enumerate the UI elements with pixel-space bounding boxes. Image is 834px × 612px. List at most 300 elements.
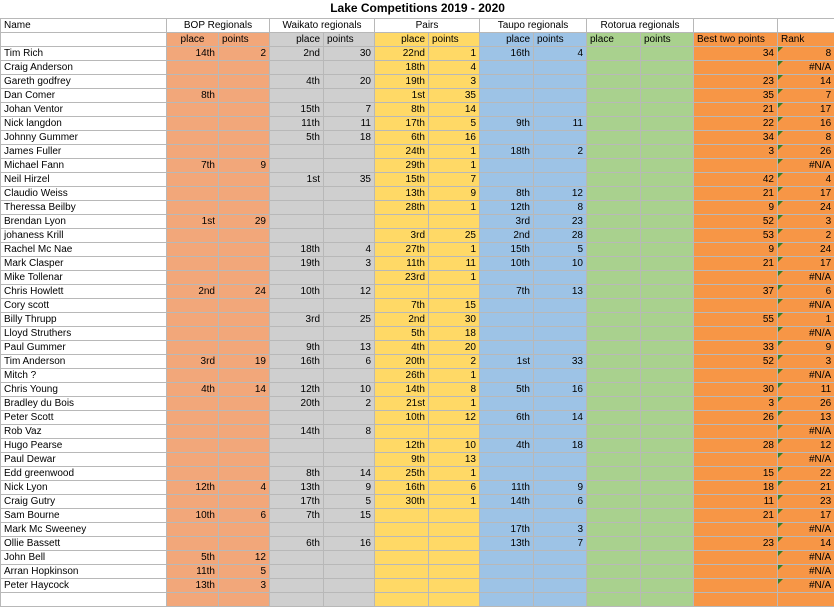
cell-taupo-points[interactable] <box>534 74 587 88</box>
cell-pairs-points[interactable]: 35 <box>429 88 480 102</box>
subheader-rotorua-place[interactable]: place <box>587 32 641 46</box>
cell-pairs-points[interactable]: 1 <box>429 242 480 256</box>
cell-bop-place[interactable] <box>167 256 219 270</box>
cell-pairs-points[interactable]: 14 <box>429 102 480 116</box>
cell-taupo-points[interactable]: 6 <box>534 494 587 508</box>
cell-rotorua-place[interactable] <box>587 578 641 592</box>
cell-taupo-place[interactable] <box>480 74 534 88</box>
cell-waikato-place[interactable] <box>270 186 324 200</box>
cell-waikato-place[interactable] <box>270 452 324 466</box>
cell-name[interactable]: Hugo Pearse <box>1 438 167 452</box>
cell-name[interactable]: Lloyd Struthers <box>1 326 167 340</box>
cell-bop-points[interactable] <box>219 494 270 508</box>
cell-rank[interactable]: 6 <box>778 284 834 298</box>
cell-taupo-place[interactable] <box>480 326 534 340</box>
cell-pairs-place[interactable]: 7th <box>375 298 429 312</box>
cell-pairs-points[interactable]: 12 <box>429 410 480 424</box>
subheader-bop-points[interactable]: points <box>219 32 270 46</box>
cell-rotorua-place[interactable] <box>587 116 641 130</box>
cell-pairs-place[interactable]: 30th <box>375 494 429 508</box>
cell-rank[interactable]: 22 <box>778 466 834 480</box>
cell-rotorua-points[interactable] <box>641 130 694 144</box>
cell-waikato-place[interactable] <box>270 410 324 424</box>
cell-pairs-points[interactable] <box>429 508 480 522</box>
cell-pairs-place[interactable]: 13th <box>375 186 429 200</box>
cell-rotorua-points[interactable] <box>641 466 694 480</box>
cell-rank[interactable]: 7 <box>778 88 834 102</box>
cell-taupo-points[interactable] <box>534 368 587 382</box>
cell-name[interactable]: Brendan Lyon <box>1 214 167 228</box>
cell-bop-points[interactable] <box>219 186 270 200</box>
cell-rotorua-place[interactable] <box>587 172 641 186</box>
cell-rank[interactable]: 26 <box>778 396 834 410</box>
cell-rotorua-points[interactable] <box>641 214 694 228</box>
cell-best-two-points[interactable]: 35 <box>694 88 778 102</box>
subheader-best-two-points[interactable]: Best two points <box>694 32 778 46</box>
cell-waikato-place[interactable] <box>270 214 324 228</box>
cell-waikato-points[interactable] <box>324 438 375 452</box>
cell-rank[interactable]: 11 <box>778 382 834 396</box>
cell-best-two-points[interactable]: 15 <box>694 466 778 480</box>
cell-rotorua-place[interactable] <box>587 536 641 550</box>
cell-rotorua-points[interactable] <box>641 522 694 536</box>
cell-taupo-place[interactable] <box>480 102 534 116</box>
cell-bop-points[interactable] <box>219 522 270 536</box>
cell-waikato-points[interactable] <box>324 88 375 102</box>
cell-rank[interactable]: 3 <box>778 214 834 228</box>
cell-taupo-points[interactable]: 18 <box>534 438 587 452</box>
cell-pairs-place[interactable] <box>375 564 429 578</box>
cell-bop-points[interactable]: 12 <box>219 550 270 564</box>
cell-waikato-place[interactable]: 3rd <box>270 312 324 326</box>
cell-rotorua-points[interactable] <box>641 480 694 494</box>
cell-pairs-points[interactable]: 7 <box>429 172 480 186</box>
cell-bop-place[interactable] <box>167 130 219 144</box>
cell-waikato-points[interactable]: 3 <box>324 256 375 270</box>
cell-rotorua-points[interactable] <box>641 46 694 60</box>
cell-taupo-points[interactable]: 23 <box>534 214 587 228</box>
cell-rank[interactable]: 23 <box>778 494 834 508</box>
cell-bop-place[interactable]: 1st <box>167 214 219 228</box>
header-waikato-regionals[interactable]: Waikato regionals <box>270 18 375 32</box>
cell-pairs-points[interactable] <box>429 578 480 592</box>
cell-name[interactable]: Cory scott <box>1 298 167 312</box>
cell-bop-place[interactable] <box>167 368 219 382</box>
header-blank-best[interactable] <box>694 18 778 32</box>
cell-bop-points[interactable] <box>219 592 270 606</box>
cell-waikato-place[interactable]: 14th <box>270 424 324 438</box>
cell-best-two-points[interactable]: 21 <box>694 186 778 200</box>
cell-waikato-points[interactable] <box>324 186 375 200</box>
cell-bop-points[interactable] <box>219 410 270 424</box>
cell-taupo-points[interactable] <box>534 424 587 438</box>
cell-taupo-place[interactable] <box>480 130 534 144</box>
cell-best-two-points[interactable]: 11 <box>694 494 778 508</box>
cell-bop-points[interactable] <box>219 60 270 74</box>
cell-taupo-place[interactable]: 15th <box>480 242 534 256</box>
cell-waikato-points[interactable]: 9 <box>324 480 375 494</box>
cell-taupo-place[interactable]: 10th <box>480 256 534 270</box>
cell-rotorua-points[interactable] <box>641 564 694 578</box>
cell-bop-place[interactable] <box>167 396 219 410</box>
cell-rank[interactable]: 13 <box>778 410 834 424</box>
cell-bop-place[interactable] <box>167 116 219 130</box>
cell-pairs-place[interactable]: 24th <box>375 144 429 158</box>
cell-best-two-points[interactable]: 52 <box>694 214 778 228</box>
cell-waikato-points[interactable] <box>324 228 375 242</box>
cell-waikato-place[interactable] <box>270 522 324 536</box>
cell-name[interactable]: Chris Young <box>1 382 167 396</box>
cell-pairs-points[interactable] <box>429 564 480 578</box>
cell-best-two-points[interactable]: 26 <box>694 410 778 424</box>
cell-bop-place[interactable]: 2nd <box>167 284 219 298</box>
cell-waikato-points[interactable]: 2 <box>324 396 375 410</box>
subheader-bop-place[interactable]: place <box>167 32 219 46</box>
subheader-pairs-points[interactable]: points <box>429 32 480 46</box>
cell-taupo-points[interactable]: 2 <box>534 144 587 158</box>
cell-rotorua-place[interactable] <box>587 312 641 326</box>
cell-waikato-place[interactable] <box>270 298 324 312</box>
header-taupo-regionals[interactable]: Taupo regionals <box>480 18 587 32</box>
cell-rotorua-place[interactable] <box>587 200 641 214</box>
cell-taupo-points[interactable]: 8 <box>534 200 587 214</box>
cell-taupo-points[interactable] <box>534 172 587 186</box>
cell-taupo-place[interactable] <box>480 312 534 326</box>
cell-bop-place[interactable] <box>167 298 219 312</box>
cell-waikato-place[interactable] <box>270 550 324 564</box>
cell-pairs-place[interactable]: 10th <box>375 410 429 424</box>
cell-rank[interactable]: 14 <box>778 74 834 88</box>
cell-waikato-place[interactable]: 9th <box>270 340 324 354</box>
cell-rank[interactable]: #N/A <box>778 298 834 312</box>
cell-rotorua-points[interactable] <box>641 270 694 284</box>
cell-best-two-points[interactable]: 52 <box>694 354 778 368</box>
cell-bop-place[interactable] <box>167 438 219 452</box>
cell-bop-points[interactable] <box>219 466 270 480</box>
cell-taupo-points[interactable]: 7 <box>534 536 587 550</box>
cell-rank[interactable]: 8 <box>778 130 834 144</box>
cell-pairs-points[interactable] <box>429 424 480 438</box>
cell-taupo-points[interactable]: 4 <box>534 46 587 60</box>
cell-waikato-points[interactable] <box>324 550 375 564</box>
cell-pairs-place[interactable] <box>375 592 429 606</box>
cell-waikato-points[interactable] <box>324 564 375 578</box>
cell-taupo-place[interactable]: 6th <box>480 410 534 424</box>
cell-waikato-points[interactable] <box>324 214 375 228</box>
subheader-taupo-place[interactable]: place <box>480 32 534 46</box>
cell-rotorua-place[interactable] <box>587 228 641 242</box>
cell-name[interactable]: Paul Dewar <box>1 452 167 466</box>
cell-bop-points[interactable] <box>219 312 270 326</box>
cell-rank[interactable]: 24 <box>778 242 834 256</box>
cell-waikato-points[interactable]: 13 <box>324 340 375 354</box>
cell-rotorua-place[interactable] <box>587 382 641 396</box>
cell-pairs-place[interactable]: 15th <box>375 172 429 186</box>
cell-bop-points[interactable]: 24 <box>219 284 270 298</box>
cell-rotorua-place[interactable] <box>587 466 641 480</box>
cell-bop-place[interactable] <box>167 312 219 326</box>
cell-pairs-place[interactable]: 27th <box>375 242 429 256</box>
cell-pairs-place[interactable] <box>375 522 429 536</box>
cell-waikato-place[interactable] <box>270 88 324 102</box>
cell-pairs-points[interactable] <box>429 284 480 298</box>
cell-taupo-points[interactable]: 13 <box>534 284 587 298</box>
cell-taupo-place[interactable] <box>480 298 534 312</box>
cell-rank[interactable]: #N/A <box>778 522 834 536</box>
cell-name[interactable]: Rachel Mc Nae <box>1 242 167 256</box>
cell-rotorua-points[interactable] <box>641 144 694 158</box>
cell-rank[interactable]: #N/A <box>778 564 834 578</box>
cell-name[interactable]: Craig Gutry <box>1 494 167 508</box>
header-pairs[interactable]: Pairs <box>375 18 480 32</box>
header-name[interactable]: Name <box>1 18 167 32</box>
cell-waikato-points[interactable]: 14 <box>324 466 375 480</box>
cell-best-two-points[interactable]: 37 <box>694 284 778 298</box>
cell-rotorua-points[interactable] <box>641 116 694 130</box>
cell-name[interactable]: Tim Rich <box>1 46 167 60</box>
cell-pairs-points[interactable] <box>429 536 480 550</box>
cell-bop-place[interactable]: 3rd <box>167 354 219 368</box>
cell-bop-place[interactable] <box>167 242 219 256</box>
cell-rotorua-points[interactable] <box>641 298 694 312</box>
cell-rotorua-points[interactable] <box>641 382 694 396</box>
cell-bop-place[interactable]: 8th <box>167 88 219 102</box>
cell-waikato-points[interactable] <box>324 144 375 158</box>
cell-waikato-points[interactable]: 15 <box>324 508 375 522</box>
cell-pairs-points[interactable]: 5 <box>429 116 480 130</box>
cell-waikato-points[interactable]: 11 <box>324 116 375 130</box>
cell-bop-place[interactable] <box>167 522 219 536</box>
cell-taupo-points[interactable] <box>534 592 587 606</box>
cell-rotorua-points[interactable] <box>641 550 694 564</box>
cell-bop-points[interactable] <box>219 242 270 256</box>
cell-rotorua-place[interactable] <box>587 144 641 158</box>
cell-taupo-points[interactable]: 33 <box>534 354 587 368</box>
cell-taupo-points[interactable]: 3 <box>534 522 587 536</box>
cell-rank[interactable]: 12 <box>778 438 834 452</box>
cell-waikato-points[interactable]: 20 <box>324 74 375 88</box>
subheader-rank[interactable]: Rank <box>778 32 834 46</box>
cell-taupo-place[interactable] <box>480 158 534 172</box>
cell-bop-points[interactable] <box>219 130 270 144</box>
cell-taupo-place[interactable] <box>480 508 534 522</box>
cell-rotorua-place[interactable] <box>587 592 641 606</box>
cell-taupo-place[interactable] <box>480 452 534 466</box>
cell-waikato-place[interactable]: 2nd <box>270 46 324 60</box>
cell-bop-place[interactable] <box>167 74 219 88</box>
cell-pairs-points[interactable]: 4 <box>429 60 480 74</box>
cell-waikato-points[interactable] <box>324 270 375 284</box>
cell-taupo-place[interactable] <box>480 592 534 606</box>
cell-bop-place[interactable] <box>167 410 219 424</box>
cell-rotorua-points[interactable] <box>641 354 694 368</box>
cell-name[interactable]: Peter Scott <box>1 410 167 424</box>
cell-pairs-points[interactable]: 6 <box>429 480 480 494</box>
cell-bop-points[interactable] <box>219 200 270 214</box>
cell-pairs-place[interactable]: 29th <box>375 158 429 172</box>
cell-best-two-points[interactable]: 9 <box>694 242 778 256</box>
cell-taupo-points[interactable] <box>534 508 587 522</box>
cell-bop-points[interactable]: 19 <box>219 354 270 368</box>
cell-pairs-points[interactable]: 1 <box>429 368 480 382</box>
cell-rank[interactable]: #N/A <box>778 550 834 564</box>
subheader-blank[interactable] <box>1 32 167 46</box>
cell-pairs-points[interactable]: 11 <box>429 256 480 270</box>
cell-bop-place[interactable] <box>167 186 219 200</box>
cell-rotorua-points[interactable] <box>641 438 694 452</box>
cell-pairs-place[interactable]: 19th <box>375 74 429 88</box>
cell-best-two-points[interactable]: 22 <box>694 116 778 130</box>
sheet-title[interactable]: Lake Competitions 2019 - 2020 <box>330 1 505 16</box>
cell-waikato-place[interactable]: 12th <box>270 382 324 396</box>
cell-rank[interactable]: #N/A <box>778 158 834 172</box>
cell-rotorua-points[interactable] <box>641 256 694 270</box>
cell-waikato-points[interactable] <box>324 410 375 424</box>
cell-taupo-points[interactable] <box>534 270 587 284</box>
cell-rotorua-place[interactable] <box>587 46 641 60</box>
cell-waikato-points[interactable]: 35 <box>324 172 375 186</box>
cell-best-two-points[interactable] <box>694 564 778 578</box>
cell-rotorua-place[interactable] <box>587 214 641 228</box>
cell-pairs-place[interactable] <box>375 284 429 298</box>
cell-waikato-place[interactable]: 18th <box>270 242 324 256</box>
cell-bop-place[interactable]: 7th <box>167 158 219 172</box>
cell-pairs-place[interactable]: 3rd <box>375 228 429 242</box>
cell-bop-points[interactable]: 3 <box>219 578 270 592</box>
cell-waikato-points[interactable]: 5 <box>324 494 375 508</box>
cell-waikato-points[interactable]: 6 <box>324 354 375 368</box>
cell-pairs-points[interactable]: 1 <box>429 466 480 480</box>
cell-name[interactable]: Johan Ventor <box>1 102 167 116</box>
cell-rotorua-points[interactable] <box>641 158 694 172</box>
cell-best-two-points[interactable] <box>694 326 778 340</box>
subheader-waikato-place[interactable]: place <box>270 32 324 46</box>
cell-best-two-points[interactable]: 3 <box>694 396 778 410</box>
cell-rank[interactable]: 17 <box>778 256 834 270</box>
cell-pairs-points[interactable]: 1 <box>429 270 480 284</box>
cell-taupo-points[interactable]: 12 <box>534 186 587 200</box>
cell-bop-points[interactable] <box>219 256 270 270</box>
cell-bop-points[interactable] <box>219 452 270 466</box>
cell-taupo-place[interactable]: 1st <box>480 354 534 368</box>
cell-taupo-points[interactable] <box>534 158 587 172</box>
cell-pairs-place[interactable] <box>375 550 429 564</box>
cell-pairs-points[interactable]: 1 <box>429 46 480 60</box>
cell-waikato-place[interactable] <box>270 564 324 578</box>
cell-waikato-place[interactable]: 7th <box>270 508 324 522</box>
cell-rotorua-points[interactable] <box>641 242 694 256</box>
cell-bop-place[interactable] <box>167 228 219 242</box>
cell-best-two-points[interactable]: 33 <box>694 340 778 354</box>
cell-pairs-points[interactable]: 13 <box>429 452 480 466</box>
cell-bop-place[interactable]: 12th <box>167 480 219 494</box>
cell-pairs-place[interactable] <box>375 424 429 438</box>
cell-rank[interactable]: 9 <box>778 340 834 354</box>
cell-waikato-place[interactable]: 1st <box>270 172 324 186</box>
cell-best-two-points[interactable]: 21 <box>694 102 778 116</box>
cell-taupo-points[interactable] <box>534 298 587 312</box>
cell-pairs-place[interactable]: 6th <box>375 130 429 144</box>
cell-waikato-place[interactable] <box>270 200 324 214</box>
cell-waikato-points[interactable]: 16 <box>324 536 375 550</box>
cell-taupo-points[interactable]: 16 <box>534 382 587 396</box>
cell-bop-points[interactable]: 4 <box>219 480 270 494</box>
cell-taupo-place[interactable]: 4th <box>480 438 534 452</box>
cell-name[interactable]: Billy Thrupp <box>1 312 167 326</box>
cell-waikato-place[interactable]: 5th <box>270 130 324 144</box>
cell-waikato-place[interactable]: 10th <box>270 284 324 298</box>
cell-rank[interactable]: 1 <box>778 312 834 326</box>
cell-bop-place[interactable] <box>167 172 219 186</box>
cell-taupo-points[interactable] <box>534 312 587 326</box>
cell-bop-points[interactable] <box>219 326 270 340</box>
cell-pairs-place[interactable]: 26th <box>375 368 429 382</box>
cell-bop-place[interactable] <box>167 592 219 606</box>
cell-taupo-place[interactable]: 14th <box>480 494 534 508</box>
cell-best-two-points[interactable]: 21 <box>694 508 778 522</box>
cell-waikato-place[interactable]: 13th <box>270 480 324 494</box>
cell-pairs-place[interactable]: 4th <box>375 340 429 354</box>
cell-pairs-place[interactable] <box>375 508 429 522</box>
cell-waikato-points[interactable] <box>324 298 375 312</box>
cell-pairs-place[interactable]: 21st <box>375 396 429 410</box>
cell-waikato-points[interactable] <box>324 326 375 340</box>
cell-waikato-place[interactable]: 20th <box>270 396 324 410</box>
cell-waikato-place[interactable]: 16th <box>270 354 324 368</box>
cell-rotorua-place[interactable] <box>587 494 641 508</box>
cell-pairs-points[interactable]: 1 <box>429 158 480 172</box>
cell-bop-place[interactable] <box>167 270 219 284</box>
cell-taupo-place[interactable]: 3rd <box>480 214 534 228</box>
cell-bop-place[interactable] <box>167 144 219 158</box>
cell-name[interactable]: Arran Hopkinson <box>1 564 167 578</box>
cell-taupo-place[interactable]: 9th <box>480 116 534 130</box>
cell-waikato-place[interactable]: 4th <box>270 74 324 88</box>
cell-rotorua-points[interactable] <box>641 494 694 508</box>
cell-pairs-points[interactable]: 16 <box>429 130 480 144</box>
cell-bop-place[interactable]: 11th <box>167 564 219 578</box>
cell-pairs-place[interactable]: 25th <box>375 466 429 480</box>
cell-waikato-place[interactable] <box>270 592 324 606</box>
cell-best-two-points[interactable]: 30 <box>694 382 778 396</box>
cell-pairs-points[interactable]: 20 <box>429 340 480 354</box>
cell-taupo-place[interactable] <box>480 424 534 438</box>
cell-rotorua-points[interactable] <box>641 326 694 340</box>
cell-taupo-place[interactable]: 11th <box>480 480 534 494</box>
cell-name[interactable]: James Fuller <box>1 144 167 158</box>
cell-waikato-place[interactable]: 17th <box>270 494 324 508</box>
cell-taupo-points[interactable] <box>534 60 587 74</box>
cell-rotorua-place[interactable] <box>587 564 641 578</box>
cell-pairs-points[interactable]: 18 <box>429 326 480 340</box>
cell-waikato-points[interactable]: 25 <box>324 312 375 326</box>
cell-name[interactable]: Mark Mc Sweeney <box>1 522 167 536</box>
cell-pairs-place[interactable]: 12th <box>375 438 429 452</box>
cell-waikato-place[interactable] <box>270 144 324 158</box>
cell-rotorua-place[interactable] <box>587 158 641 172</box>
cell-taupo-place[interactable] <box>480 270 534 284</box>
cell-bop-place[interactable]: 14th <box>167 46 219 60</box>
cell-taupo-points[interactable]: 9 <box>534 480 587 494</box>
cell-pairs-place[interactable]: 1st <box>375 88 429 102</box>
cell-bop-place[interactable] <box>167 60 219 74</box>
cell-rotorua-points[interactable] <box>641 424 694 438</box>
cell-taupo-points[interactable]: 14 <box>534 410 587 424</box>
cell-rotorua-place[interactable] <box>587 508 641 522</box>
cell-name[interactable]: Neil Hirzel <box>1 172 167 186</box>
cell-taupo-place[interactable]: 5th <box>480 382 534 396</box>
cell-name[interactable]: Paul Gummer <box>1 340 167 354</box>
